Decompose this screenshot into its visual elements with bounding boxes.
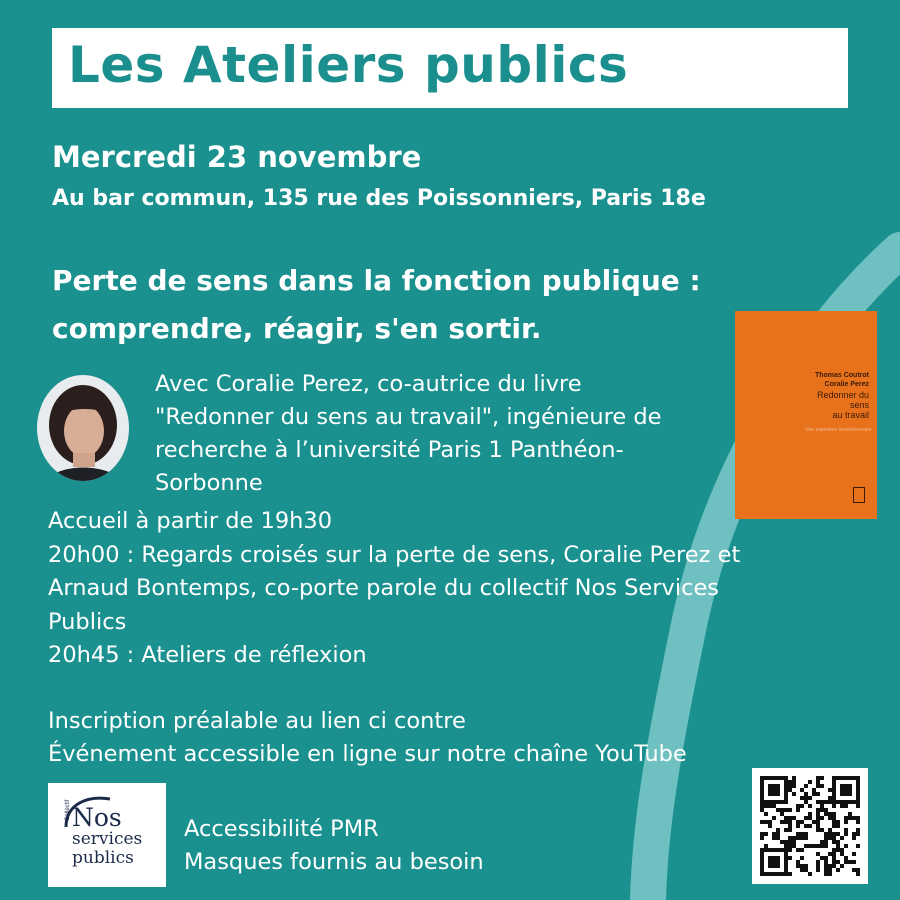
registration-info [48, 705, 687, 771]
speaker-line: recherche à l’université Paris 1 Panthéon- [155, 437, 624, 463]
speaker-line: Sorbonne [155, 470, 263, 496]
speaker-line: "Redonner du sens au travail", ingénieure de [155, 404, 662, 430]
speaker-description [155, 368, 661, 500]
program-line: Accueil à partir de 19h30 [48, 508, 333, 534]
book-author: Coralie Perez [824, 381, 869, 388]
speaker-line: Avec Coralie Perez, co-autrice du livre [155, 371, 582, 397]
info-line: Événement accessible en ligne sur notre chaîne YouTube [48, 741, 687, 767]
logo-line: services [72, 829, 143, 849]
info-line: Inscription préalable au lien ci contre [48, 708, 466, 734]
accessibility-info [184, 813, 484, 879]
topic-line: Perte de sens dans la fonction publique : [52, 264, 701, 297]
qr-code-icon[interactable] [752, 768, 868, 884]
program-line: Arnaud Bontemps, co-porte parole du collectif Nos Services [48, 575, 720, 601]
logo-small: Collectif [65, 799, 71, 821]
event-venue: Au bar commun, 135 rue des Poissonniers, Paris 18e [52, 186, 706, 211]
event-date: Mercredi 23 novembre [52, 140, 422, 174]
book-title: Redonner du sens [816, 390, 869, 410]
program-line: Publics [48, 608, 127, 635]
page-title: Les Ateliers publics [68, 36, 629, 94]
logo-line: Nos [72, 803, 122, 832]
access-line: Accessibilité PMR [184, 816, 379, 842]
book-subtitle: Une aspiration révolutionnaire [805, 427, 872, 433]
organization-logo [48, 783, 166, 887]
logo-line: publics [72, 848, 134, 868]
program-line: 20h00 : Regards croisés sur la perte de sens, Coralie Perez et [48, 541, 741, 568]
access-line: Masques fournis au besoin [184, 849, 484, 875]
book-author: Thomas Coutrot [814, 372, 869, 379]
program [48, 505, 740, 673]
book-cover [735, 311, 877, 519]
program-line: 20h45 : Ateliers de réflexion [48, 642, 367, 668]
topic-line: comprendre, réagir, s'en sortir. [52, 312, 542, 345]
book-title: au travail [832, 410, 869, 420]
publisher-logo-icon [853, 487, 865, 503]
speaker-portrait [37, 375, 129, 481]
